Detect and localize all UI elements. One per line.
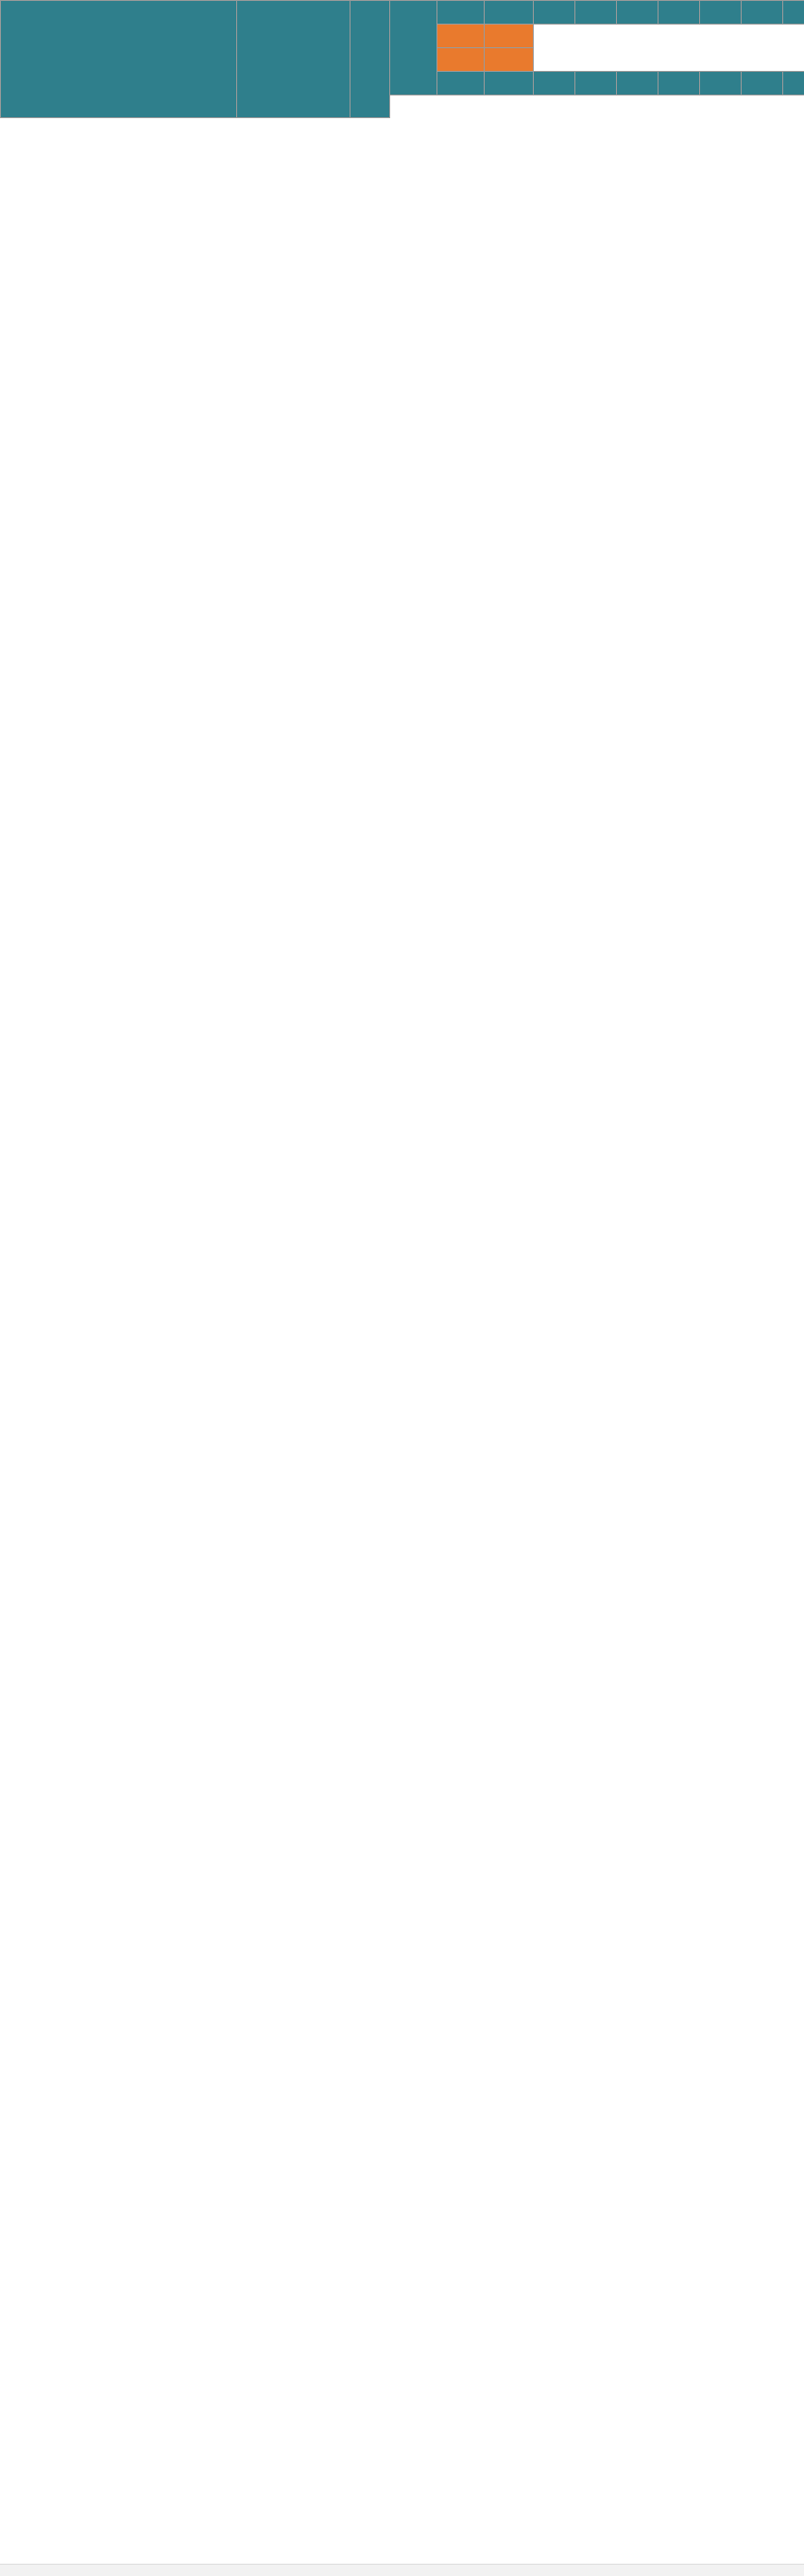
header-total-plan — [390, 1, 437, 95]
header-sichuan — [437, 72, 485, 95]
header-province-1 — [575, 1, 617, 25]
header-category — [237, 1, 351, 118]
header2-province-6 — [783, 72, 804, 95]
sheet-bottom-bar — [0, 2564, 804, 2576]
header-total-count — [485, 1, 534, 25]
header-province-3 — [659, 1, 700, 25]
header2-province-4 — [700, 72, 742, 95]
zhuan-quota-label — [437, 48, 485, 72]
header-province-sheet — [437, 1, 485, 25]
header-level — [351, 1, 390, 118]
enrollment-plan-table — [0, 0, 804, 118]
header-province-5 — [742, 1, 783, 25]
ben-quota-label — [437, 25, 485, 48]
header-province-2 — [617, 1, 659, 25]
header-province-0 — [534, 1, 575, 25]
header-outside — [485, 72, 534, 95]
header-province-6 — [783, 1, 804, 25]
header2-province-1 — [575, 72, 617, 95]
header-major — [1, 1, 237, 118]
header2-province-3 — [659, 72, 700, 95]
header-province-4 — [700, 1, 742, 25]
header2-province-2 — [617, 72, 659, 95]
header2-province-5 — [742, 72, 783, 95]
ben-quota-total — [485, 25, 534, 48]
zhuan-quota-total — [485, 48, 534, 72]
header2-province-0 — [534, 72, 575, 95]
